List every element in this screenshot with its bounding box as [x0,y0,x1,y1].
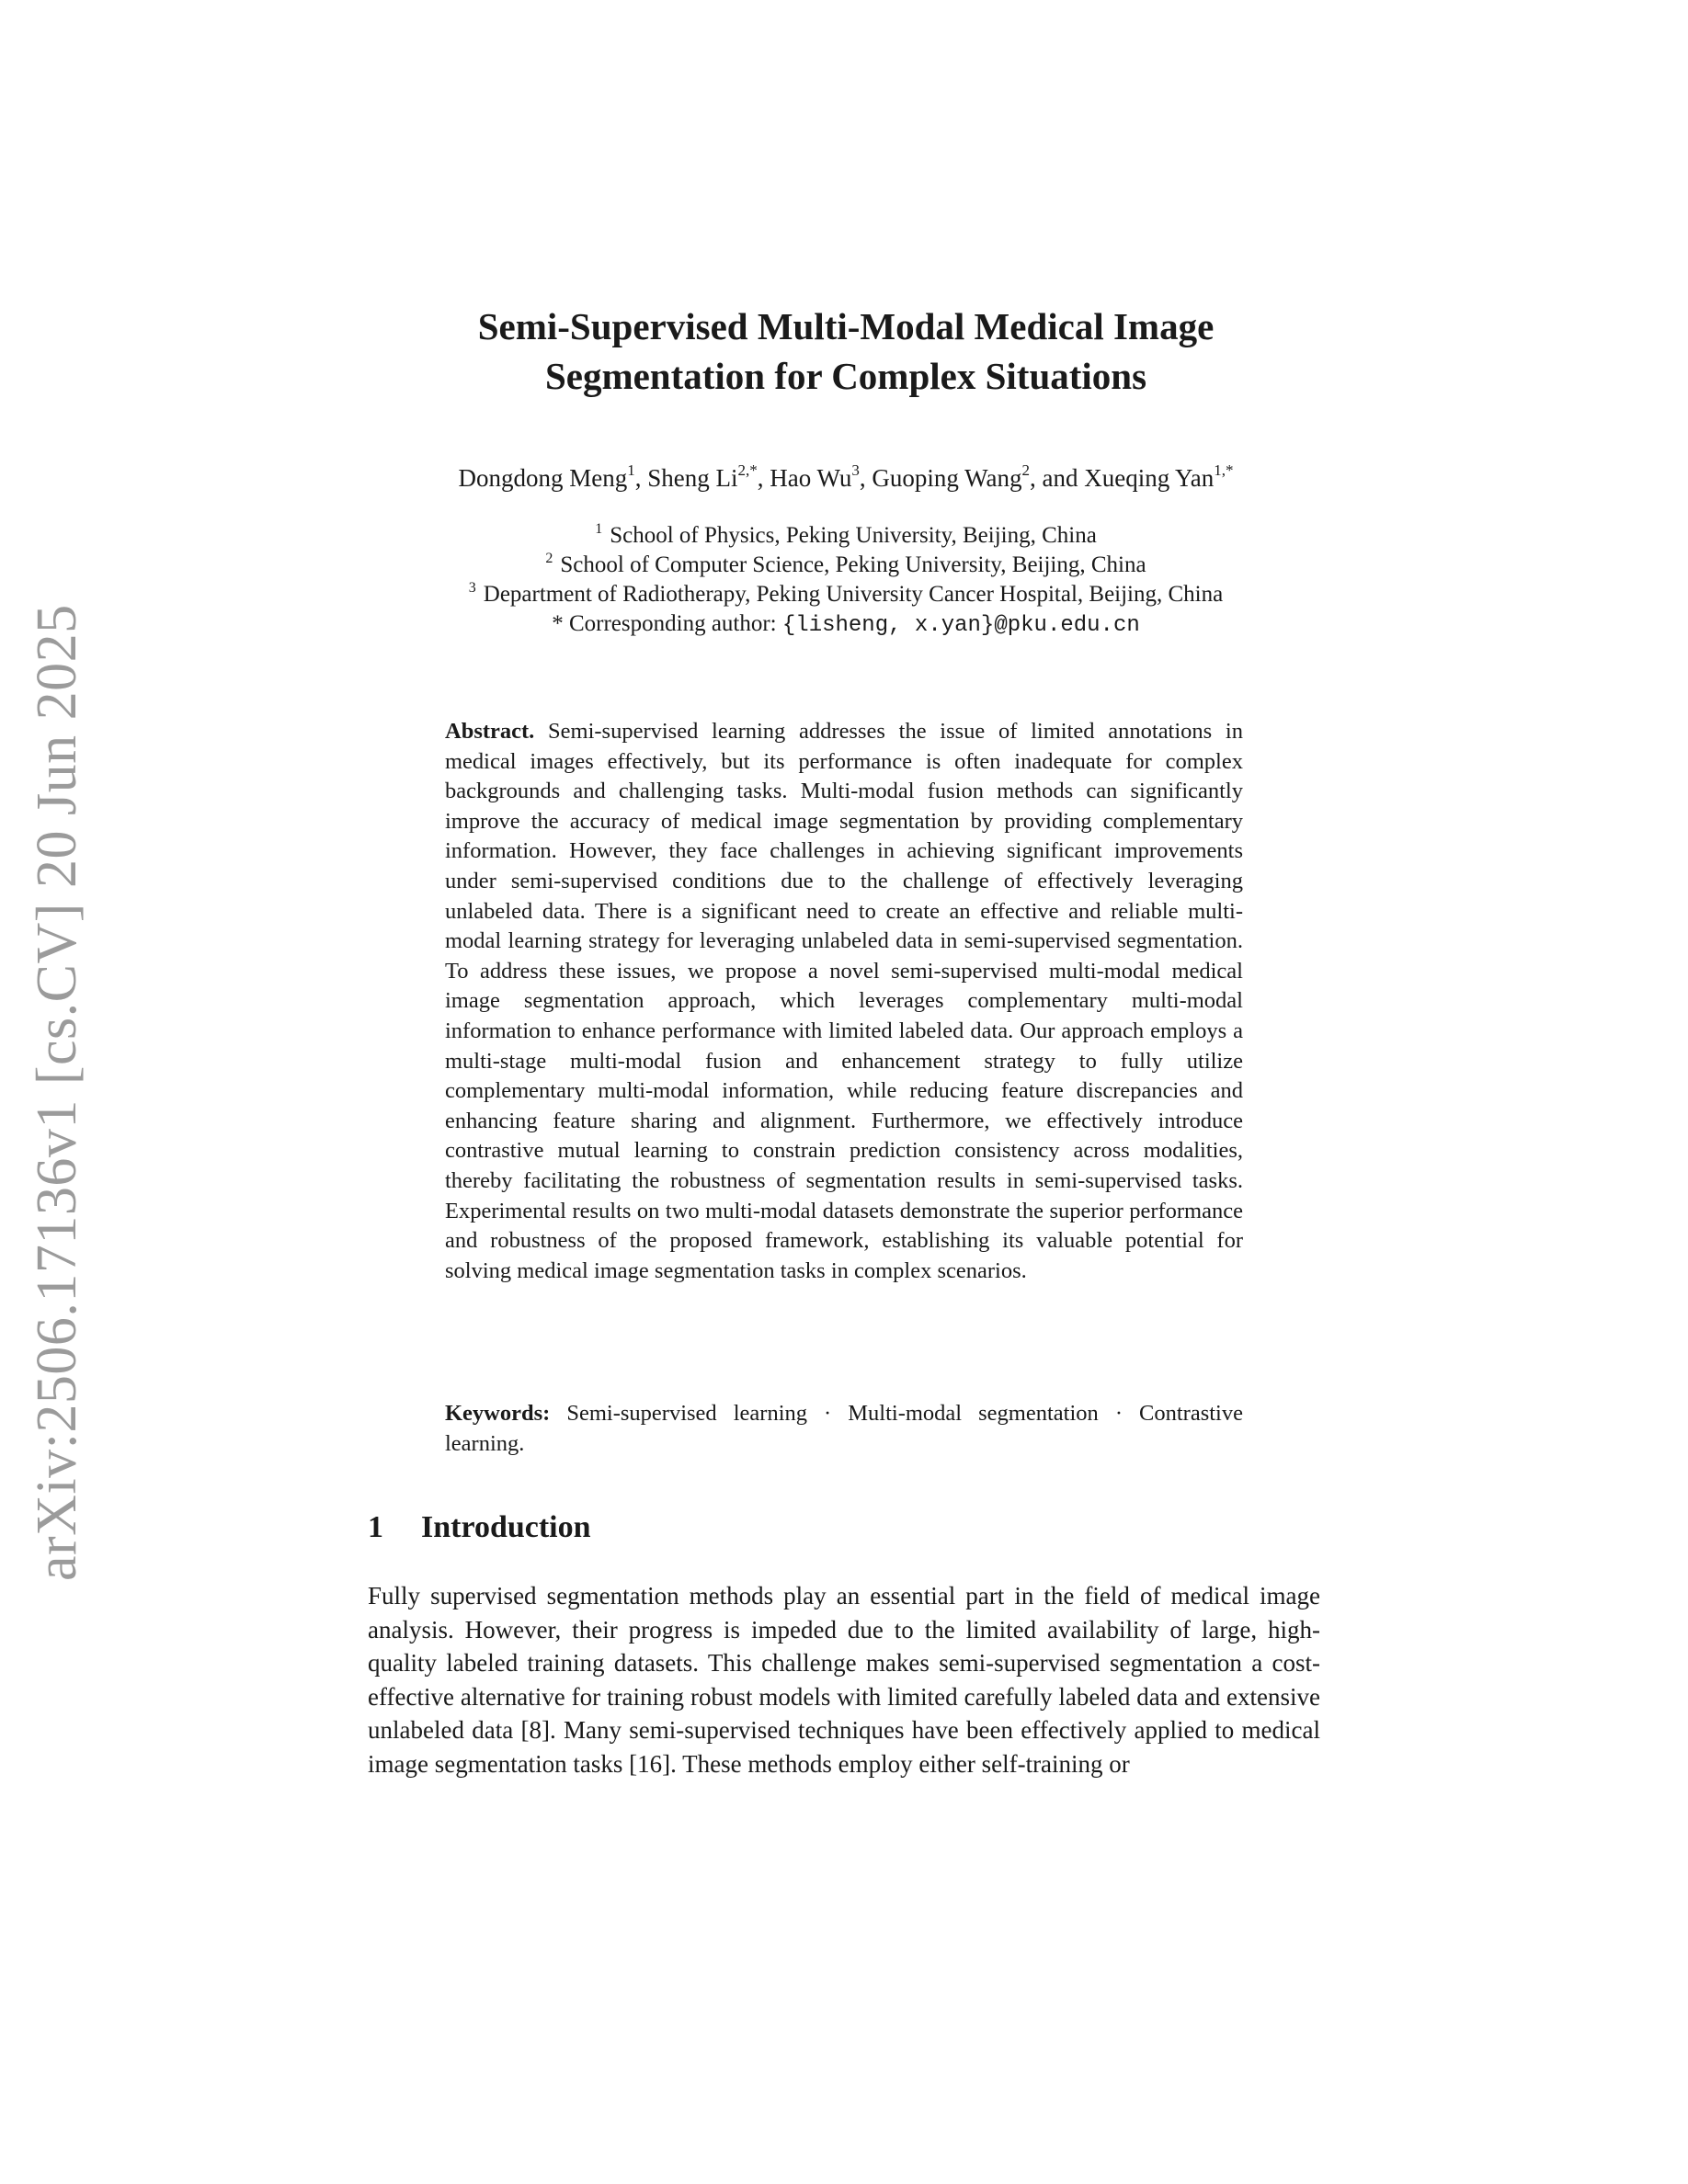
affiliation-number: 3 [468,580,476,596]
affiliation [276,551,1416,580]
affiliation-text: School of Physics, Peking University, Beijing, China [610,523,1097,548]
abstract-text: Semi-supervised learning addresses the issue of limited annotations in medical images effectively, but its performance is often inadequate for complex backgrounds and challenging tasks. Multi-modal fusion methods can significantly improve the accuracy of medical image segmentation by providing complementary information. However, they face challenges in achieving significant improvements under semi-supervised conditions due to the challenge of effectively leveraging unlabeled data. There is a significant need to create an effective and reliable multi-modal learning strategy for leveraging unlabeled data in semi-supervised segmentation. To address these issues, we propose a novel semi-supervised multi-modal medical image segmentation approach, which leverages complementary multi-modal information to enhance performance with limited labeled data. Our approach employs a multi-stage multi-modal fusion and enhancement strategy to fully utilize complementary multi-modal information, while reducing feature discrepancies and enhancing feature sharing and alignment. Furthermore, we effectively introduce contrastive mutual learning to constrain prediction consistency across modalities, thereby facilitating the robustness of segmentation results in semi-supervised tasks. Experimental results on two multi-modal datasets demonstrate the superior performance and robustness of the proposed framework, establishing its valuable potential for solving medical image segmentation tasks in complex scenarios. [445,719,1243,1283]
author-separator: , [859,464,873,492]
author-affiliation-mark: 3 [851,461,860,479]
corresponding-email[interactable]: {lisheng, x.yan}@pku.edu.cn [781,613,1140,638]
abstract [445,717,1243,1286]
affiliation-list [276,521,1416,641]
keywords [445,1399,1243,1459]
paper-title-line-2: Segmentation for Complex Situations [544,355,1147,397]
author-name: Guoping Wang [872,464,1022,492]
author-separator: , [757,464,770,492]
corresponding-author-label: * Corresponding author: [552,611,782,636]
author-name: Hao Wu [770,464,852,492]
author-affiliation-mark: 2 [1021,461,1030,479]
affiliation-number: 2 [545,551,553,566]
affiliation-number: 1 [595,521,603,537]
author [770,461,873,492]
section-heading-introduction [368,1507,591,1548]
author [1084,461,1234,492]
arxiv-identifier-stamp[interactable]: arXiv:2506.17136v1 [cs.CV] 20 Jun 2025 [26,604,88,1581]
author [647,461,770,492]
author-affiliation-mark: 1 [627,461,635,479]
author-name: Sheng Li [647,464,738,492]
introduction-paragraph: Fully supervised segmentation methods play an essential part in the field of medical image analysis. However, their progress is impeded due to the limited availability of large, high-quality labeled training datasets. This challenge makes semi-supervised segmentation a cost-effective alternative for training robust models with limited carefully labeled data and extensive unlabeled data [8]. Many semi-supervised techniques have been effectively applied to medical image segmentation tasks [16]. These methods employ either self-training or [368,1582,1320,1778]
affiliation-text: School of Computer Science, Peking University, Beijing, China [560,552,1146,577]
author [872,461,1085,492]
paper-title [276,301,1416,401]
author [458,461,648,492]
paper-title-line-1: Semi-Supervised Multi-Modal Medical Image [477,305,1215,347]
section-number: 1 [368,1510,383,1544]
author-list [276,461,1416,495]
corresponding-author [276,609,1416,641]
keywords-text: Semi-supervised learning · Multi-modal segmentation · Contrastive learning. [445,1401,1243,1456]
affiliation [276,521,1416,551]
author-name: Dongdong Meng [458,464,628,492]
abstract-label: Abstract. [445,719,535,744]
section-title: Introduction [421,1510,591,1544]
keywords-label: Keywords: [445,1401,551,1426]
author-name: Xueqing Yan [1084,464,1215,492]
affiliation [276,580,1416,609]
author-separator: , [634,464,648,492]
author-affiliation-mark: 1,* [1214,461,1234,479]
author-separator: , and [1029,464,1085,492]
affiliation-text: Department of Radiotherapy, Peking University Cancer Hospital, Beijing, China [483,582,1224,607]
author-affiliation-mark: 2,* [737,461,758,479]
